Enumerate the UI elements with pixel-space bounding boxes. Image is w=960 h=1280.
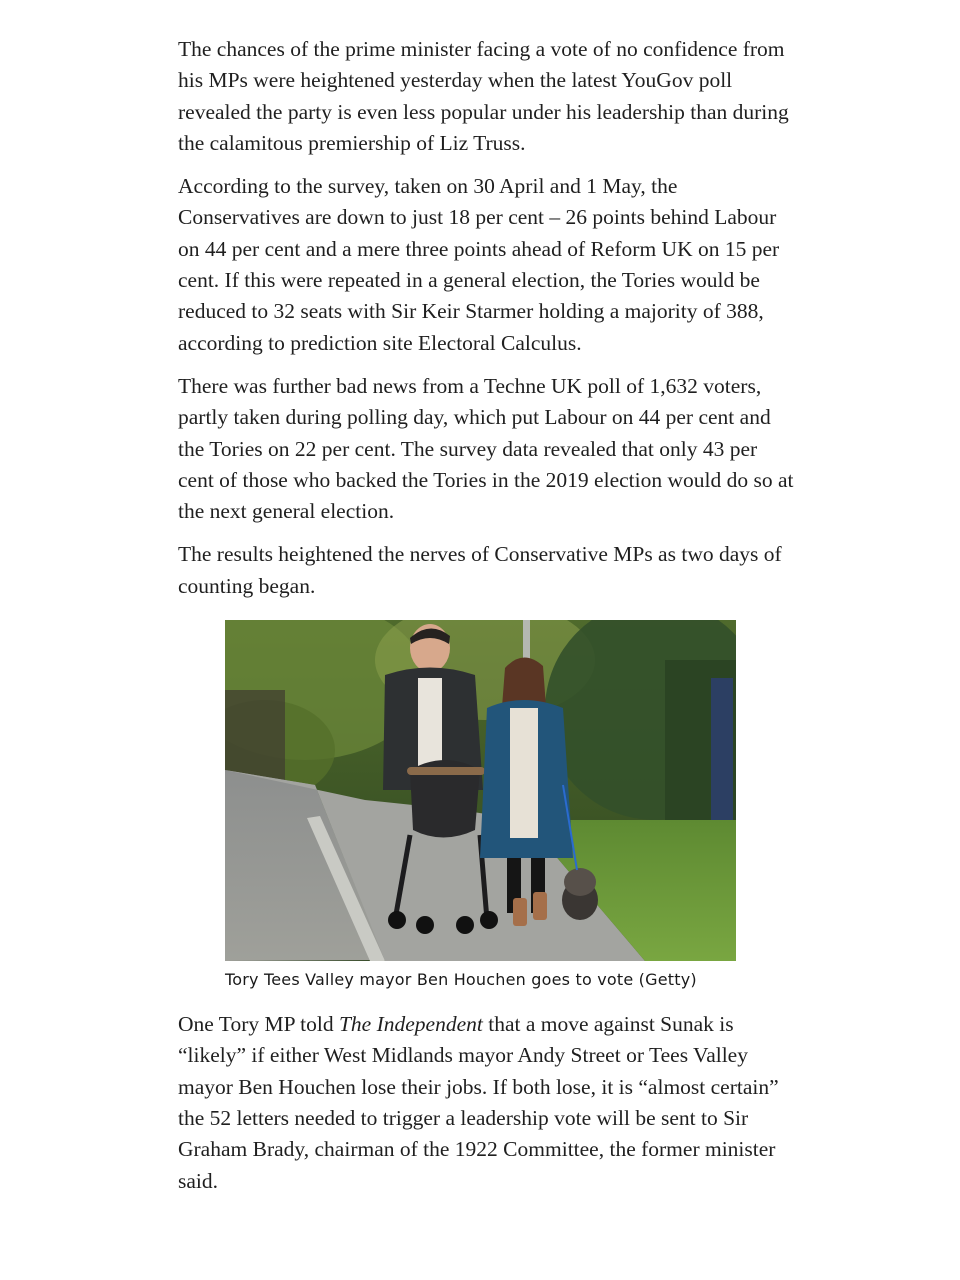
article-paragraph-5 xyxy=(178,1009,798,1197)
final-paragraph-rest: that a move against Sunak is “likely” if either West Midlands mayor Andy Street or Tees Valley mayor Ben Houchen lose their jobs. If both lose, it is “almost certain” the 52 letters needed to trigger a leadership vote will be sent to Sir Graham Brady, chairman of the 1922 Committee, the former minister said. xyxy=(178,1012,779,1193)
article-body xyxy=(178,34,798,1209)
article-paragraph-4: The results heightened the nerves of Conservative MPs as two days of counting began. xyxy=(178,542,782,598)
article-figure xyxy=(225,620,736,991)
article-paragraph-2: According to the survey, taken on 30 April and 1 May, the Conservatives are down to just 18 per cent – 26 points behind Labour on 44 per cent and a mere three points ahead of Reform UK on 15 per cent. If this were repeated in a general election, the Tories would be reduced to 32 seats with Sir Keir Starmer holding a majority of 388, according to prediction site Electoral Calculus. xyxy=(178,174,780,355)
article-paragraph-1: The chances of the prime minister facing a vote of no confidence from his MPs were heightened yesterday when the latest YouGov poll revealed the party is even less popular under his leadership than during the calamitous premiership of Liz Truss. xyxy=(178,37,789,155)
final-paragraph-lead: One Tory MP told xyxy=(178,1012,339,1037)
publication-name: The Independent xyxy=(338,1012,483,1037)
article-photo[interactable] xyxy=(225,620,736,961)
article-paragraph-3: There was further bad news from a Techne UK poll of 1,632 voters, partly taken during polling day, which put Labour on 44 per cent and the Tories on 22 per cent. The survey data revealed that only 43 per cent of those who backed the Tories in the 2019 election would do so at the next general election. xyxy=(178,373,794,524)
figure-caption: Tory Tees Valley mayor Ben Houchen goes to vote (Getty) xyxy=(225,970,697,990)
